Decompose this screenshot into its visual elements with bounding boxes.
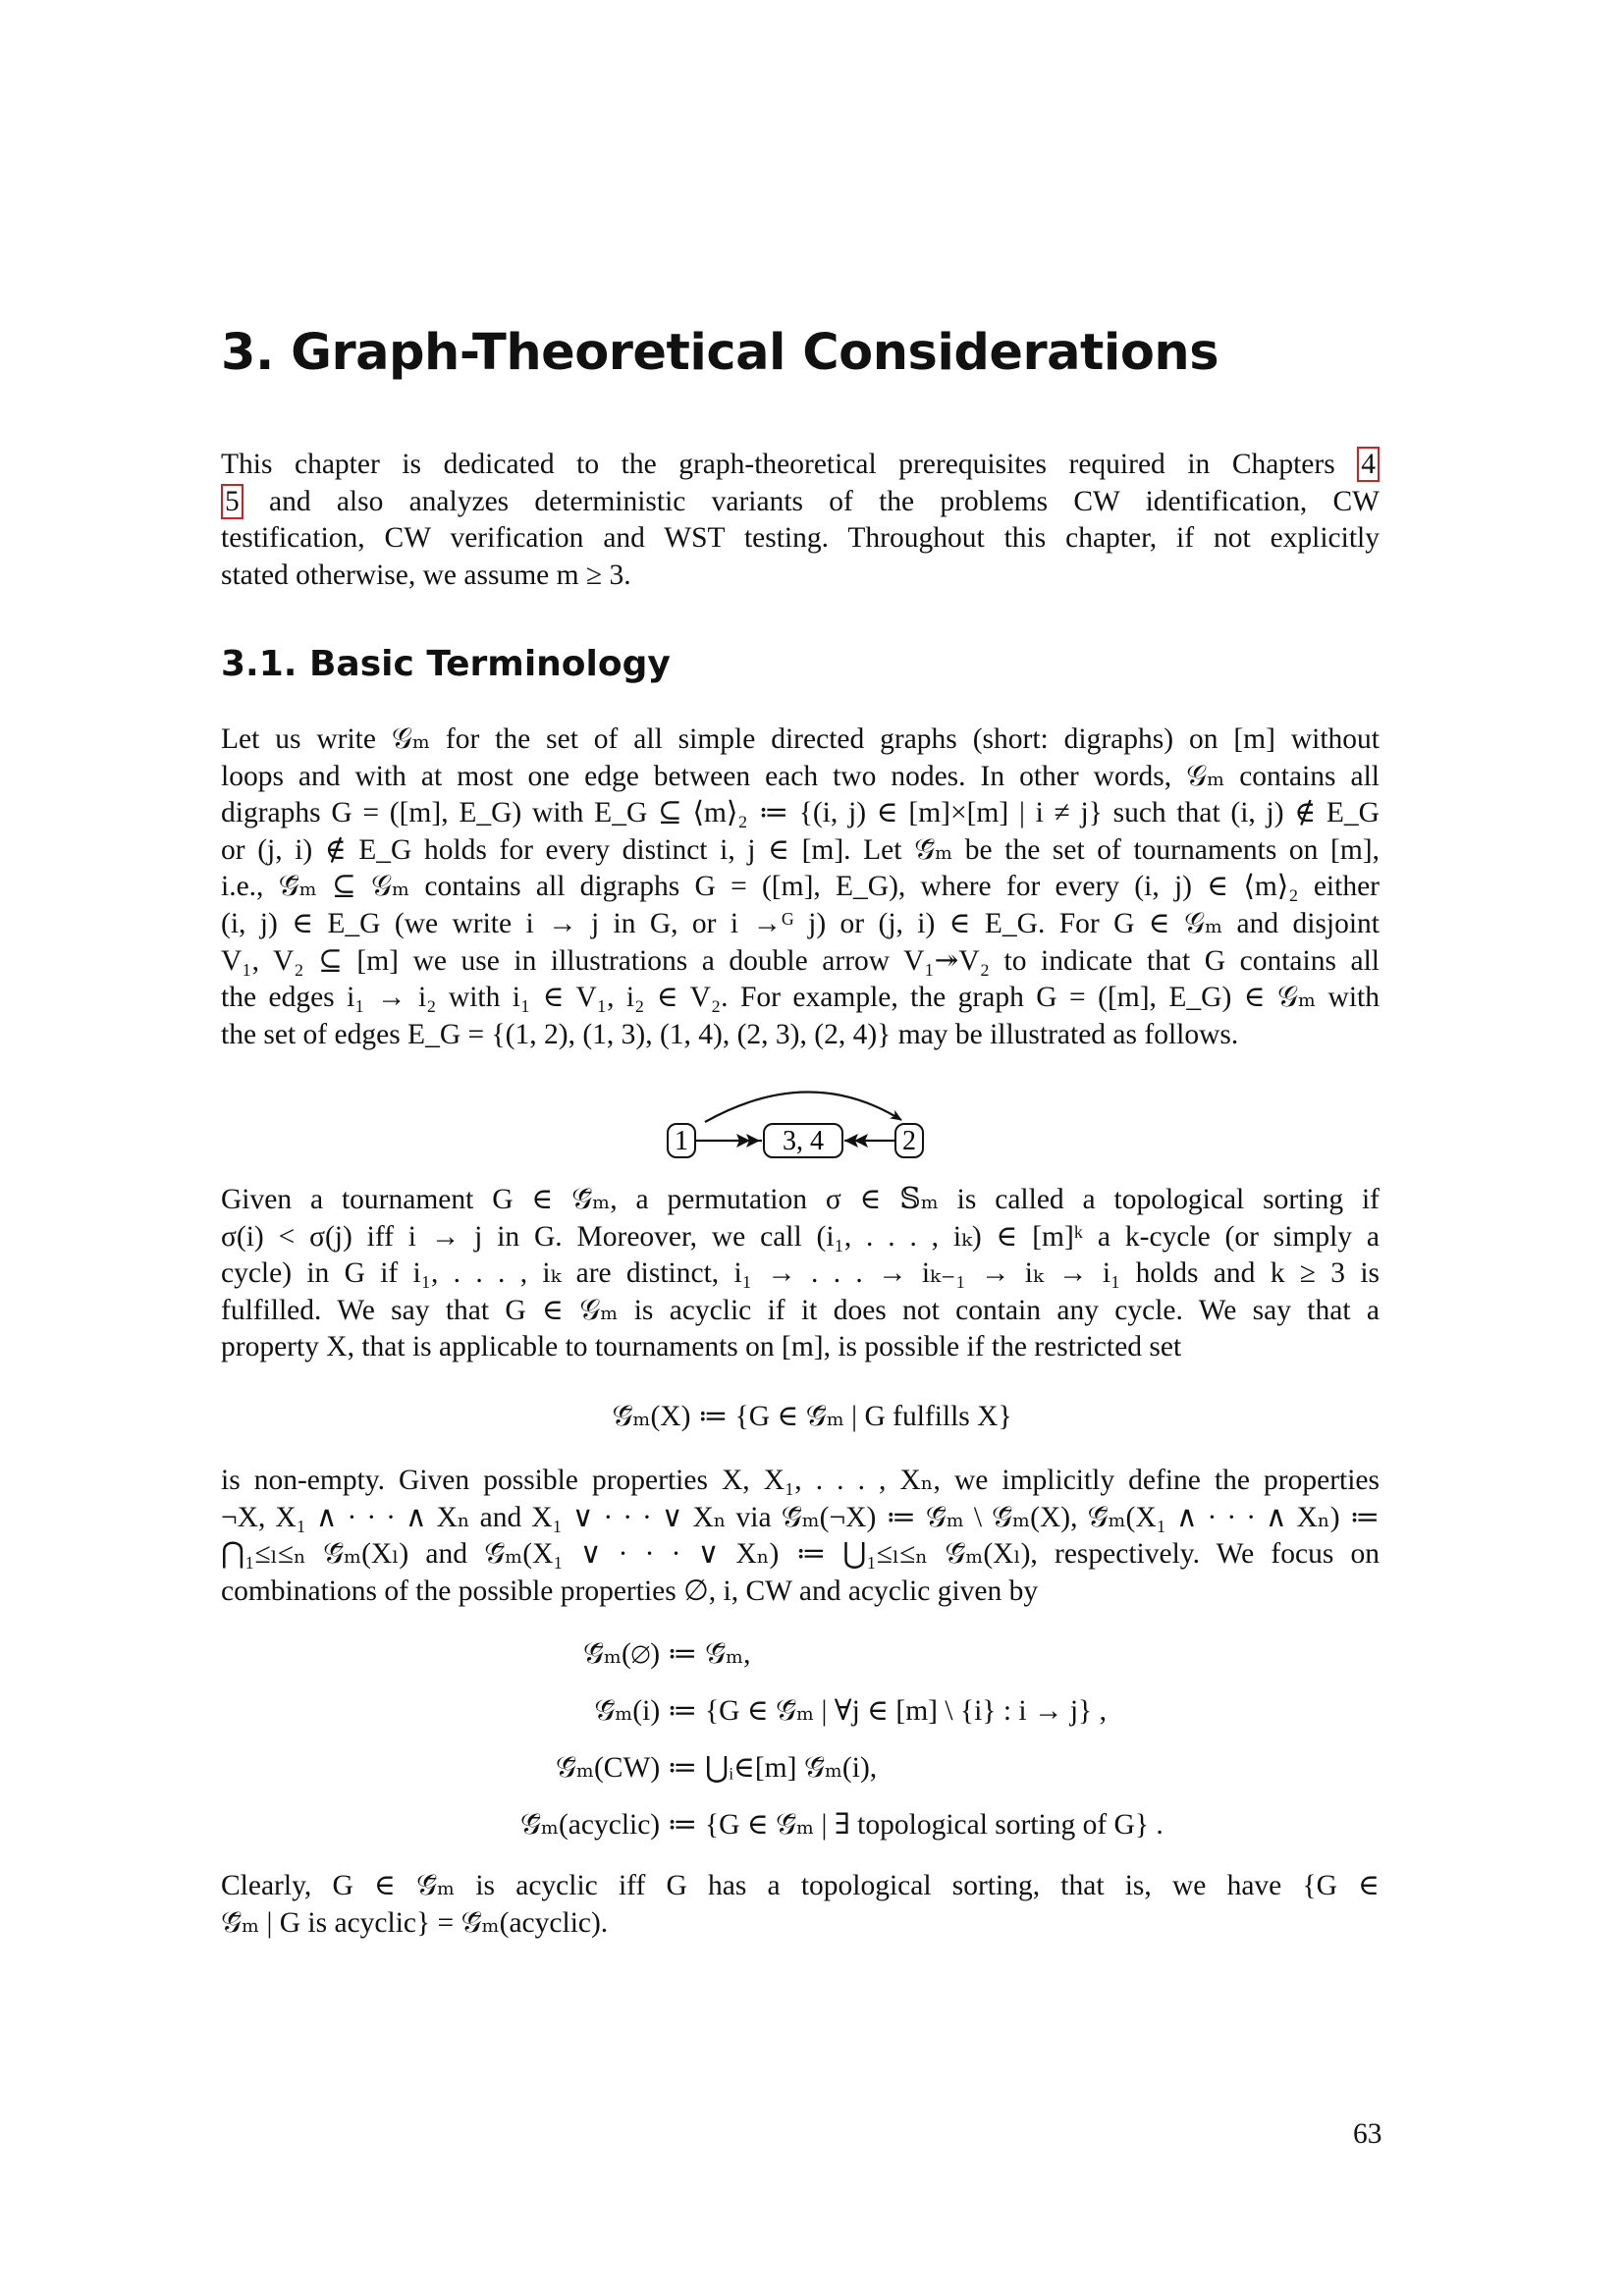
para2-line: σ(i) < σ(j) iff i → j in G. Moreover, we call (i₁, . . . , iₖ) ∈ [m]ᵏ a k-cycle (or simply a — [221, 1220, 1380, 1253]
para1-line: Let us write 𝒢ₘ for the set of all simple directed graphs (short: digraphs) on [m] without — [221, 723, 1380, 755]
equation-lhs: 𝒢̄ₘ(acyclic) ≔ — [519, 1808, 697, 1841]
chapter-4-link[interactable]: 4 — [1357, 447, 1380, 482]
para1-line: digraphs G = ([m], E_G) with E_G ⊆ ⟨m⟩₂ ≔ {(i, j) ∈ [m]×[m] | i ≠ j} such that (i, j) ∉ E_G — [221, 797, 1380, 829]
equation-row — [432, 1738, 1316, 1795]
paragraph-4 — [221, 1868, 1380, 1942]
equation-row — [432, 1682, 1316, 1738]
paragraph-2 — [221, 1182, 1380, 1366]
equation-rhs: 𝒢̄ₘ, — [705, 1637, 751, 1670]
edge-1-to-2 — [705, 1092, 901, 1122]
para4-line: 𝒢̄ₘ | G is acyclic} = 𝒢̄ₘ(acyclic). — [221, 1906, 609, 1939]
equation-rhs: {G ∈ 𝒢̄ₘ | ∀j ∈ [m] \ {i} : i → j} , — [705, 1694, 1107, 1727]
para3-line: ¬X, X₁ ∧ · · · ∧ Xₙ and X₁ ∨ · · · ∨ Xₙ via 𝒢̄ₘ(¬X) ≔ 𝒢̄ₘ \ 𝒢̄ₘ(X), 𝒢̄ₘ(X₁ ∧ · · · ∧ Xₙ) ≔ — [221, 1501, 1380, 1533]
section-title: 3.1. Basic Terminology — [221, 644, 671, 684]
para1-line: i.e., 𝒢̄ₘ ⊆ 𝒢ₘ contains all digraphs G = ([m], E_G), where for every (i, j) ∈ ⟨m⟩₂ either — [221, 871, 1380, 903]
para1-line: the edges i₁ → i₂ with i₁ ∈ V₁, i₂ ∈ V₂. For example, the graph G = ([m], E_G) ∈ 𝒢ₘ with — [221, 982, 1380, 1014]
chapter-5-link[interactable]: 5 — [221, 484, 244, 519]
para2-line: fulfilled. We say that G ∈ 𝒢ₘ is acyclic if it does not contain any cycle. We say that a — [221, 1294, 1380, 1326]
graph-diagram — [648, 1085, 962, 1163]
node-2-label: 2 — [902, 1126, 916, 1156]
equation-rhs: ⋃ᵢ∈[m] 𝒢̄ₘ(i), — [705, 1751, 878, 1784]
equation-row — [432, 1795, 1316, 1852]
para2-line: Given a tournament G ∈ 𝒢̄ₘ, a permutation σ ∈ 𝕊ₘ is called a topological sorting if — [221, 1184, 1380, 1215]
display-equation-restricted-set: 𝒢̄ₘ(X) ≔ {G ∈ 𝒢̄ₘ | G fulfills X} — [612, 1401, 1012, 1432]
page-number: 63 — [1353, 2118, 1382, 2150]
para1-line: V₁, V₂ ⊆ [m] we use in illustrations a double arrow V₁↠V₂ to indicate that G contains all — [221, 944, 1380, 977]
para1-line: or (j, i) ∉ E_G holds for every distinct i, j ∈ [m]. Let 𝒢̄ₘ be the set of tournaments on [m], — [221, 833, 1380, 866]
para3-line: is non-empty. Given possible properties X, X₁, . . . , Xₙ, we implicitly define the properties — [221, 1465, 1380, 1496]
equation-rhs: {G ∈ 𝒢̄ₘ | ∃ topological sorting of G} . — [705, 1808, 1164, 1841]
equation-block — [432, 1625, 1316, 1852]
para4-line: Clearly, G ∈ 𝒢̄ₘ is acyclic iff G has a topological sorting, that is, we have {G ∈ — [221, 1870, 1380, 1901]
equation-lhs: 𝒢̄ₘ(i) ≔ — [594, 1694, 697, 1727]
intro-paragraph — [221, 447, 1380, 594]
chapter-title: 3. Graph-Theoretical Considerations — [221, 324, 1219, 382]
para3-line: combinations of the possible properties ∅, i, CW and acyclic given by — [221, 1575, 1039, 1607]
node-3-4-label: 3, 4 — [783, 1126, 824, 1156]
intro-line-1: This chapter is dedicated to the graph-theoretical prerequisites required in Chapters 4 — [221, 447, 1380, 484]
node-1-label: 1 — [675, 1126, 688, 1156]
para2-line: cycle) in G if i₁, . . . , iₖ are distinct, i₁ → . . . → iₖ₋₁ → iₖ → i₁ holds and k ≥ 3 is — [221, 1257, 1380, 1290]
para1-line: loops and with at most one edge between each two nodes. In other words, 𝒢ₘ contains all — [221, 760, 1380, 792]
intro-line-3: testification, CW verification and WST testing. Throughout this chapter, if not explicitly — [221, 522, 1380, 555]
paragraph-1 — [221, 721, 1380, 1053]
equation-row — [432, 1625, 1316, 1682]
equation-lhs: 𝒢̄ₘ(∅) ≔ — [582, 1637, 697, 1670]
intro-line-2: 5 and also analyzes deterministic variants of the problems CW identification, CW — [221, 484, 1380, 521]
paragraph-3 — [221, 1463, 1380, 1610]
para2-line: property X, that is applicable to tournaments on [m], is possible if the restricted set — [221, 1331, 1182, 1363]
intro-line-4: stated otherwise, we assume m ≥ 3. — [221, 559, 631, 591]
para3-line: ⋂₁≤ₗ≤ₙ 𝒢̄ₘ(Xₗ) and 𝒢̄ₘ(X₁ ∨ · · · ∨ Xₙ) ≔ ⋃₁≤ₗ≤ₙ 𝒢̄ₘ(Xₗ), respectively. We focus on — [221, 1538, 1380, 1571]
equation-lhs: 𝒢̄ₘ(CW) ≔ — [555, 1751, 697, 1784]
para1-line: the set of edges E_G = {(1, 2), (1, 3), (1, 4), (2, 3), (2, 4)} may be illustrated as follows. — [221, 1018, 1239, 1050]
para1-line: (i, j) ∈ E_G (we write i → j in G, or i →ᴳ j) or (j, i) ∈ E_G. For G ∈ 𝒢ₘ and disjoint — [221, 907, 1380, 939]
